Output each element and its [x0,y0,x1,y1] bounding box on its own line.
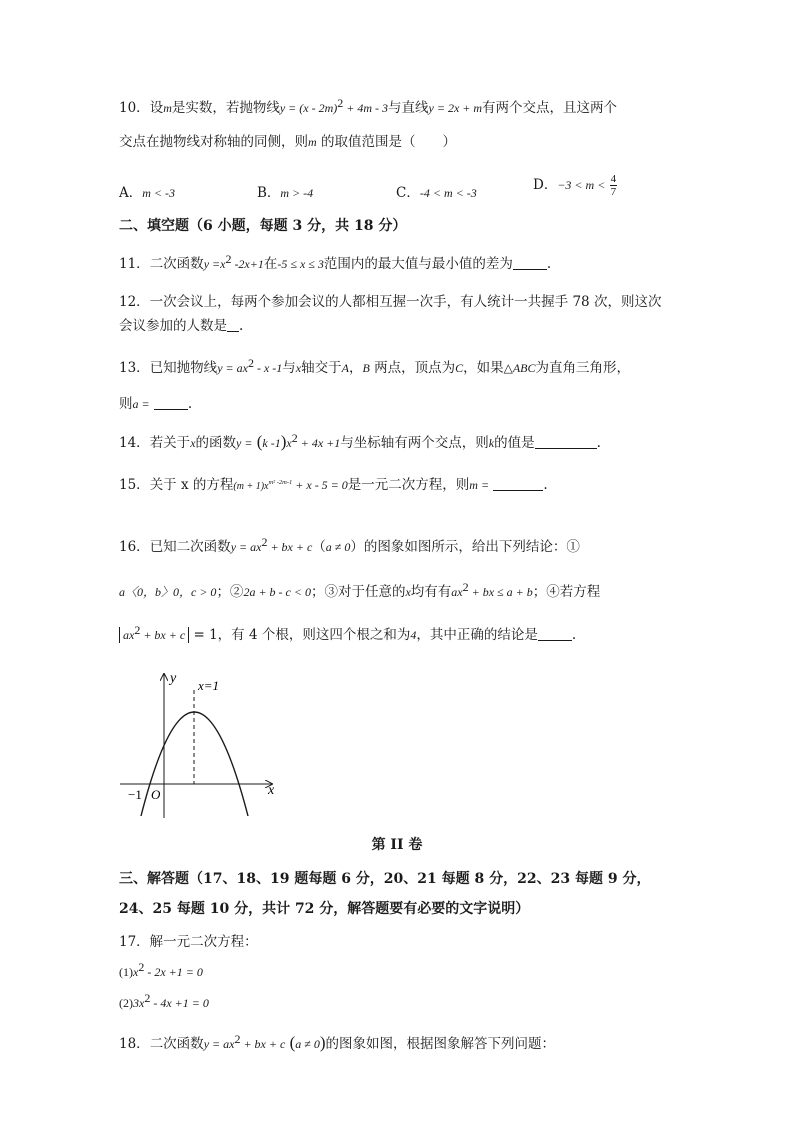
question-13-line-1: 13．已知抛物线$y = ax^2 - x$ -1与x轴交于A，B 两点，顶点为C，如果△ABC为直角三角形， [119,356,630,376]
answer-blank [227,317,239,332]
option-b: B．m > -4 [257,185,314,201]
question-10-line-2: 交点在抛物线对称轴的同侧，则m 的取值范围是（ ） [119,134,456,150]
question-17-eq-1: $(1)x^2 - 2x +1 = 0$ [119,960,203,979]
y-axis-label: y [170,671,177,686]
question-10-line-1: 10．设m是实数，若抛物线y = (x - 2m)$^2$ + 4m - 3与直线y = 2x + m有两个交点，且这两个 [119,96,618,116]
answer-blank [513,255,547,270]
option-a: A．m < -3 [119,185,176,201]
question-17-title: 17．解一元二次方程： [119,934,258,950]
question-17-eq-2: $(2)3x^2 - 4x +1 = 0$ [119,991,209,1010]
section-answer-title-line-2: 24、25 每题 10 分，共计 72 分，解答题要有必要的文字说明） [119,901,530,917]
option-d: D．−3 < m < $\frac{4}{7}$ [533,173,617,198]
parabola-graph [112,668,282,823]
question-18: 18．二次函数$y = ax^2$ + bx + c (a ≠ 0)的图象如图，根据图象解答下列问题： [119,1032,556,1052]
answer-blank [154,395,188,410]
section-fill-in-title: 二、填空题（6 小题，每题 3 分，共 18 分） [119,218,407,234]
x-axis-label: x [268,783,275,798]
origin-label: O [151,787,161,802]
question-15: 15．关于 x 的方程$(m + 1)x^{m^2 -2m-1} + x - 5 = 0$是一元二次方程，则m = . [119,477,548,493]
answer-blank [535,434,597,449]
option-c: C．-4 < m < -3 [396,185,477,201]
answer-blank [493,476,543,491]
section-answer-title-line-1: 三、解答题（17、18、19 题每题 6 分，20、21 每题 8 分，22、23 每题 9 分， [119,871,651,887]
question-14: 14．若关于x的函数y = (k $-1)x^2 + 4x +1$与坐标轴有两个交点，则k的值是 . [119,431,601,451]
answer-blank [538,626,572,641]
question-13-line-2: 则a = . [119,396,193,412]
question-11: 11．二次函数$y =x^2$ -2x+1在-5 ≤ x ≤ 3范围内的最大值与最小值的差为 . [119,252,552,272]
part-2-title: 第 II 卷 [371,837,423,853]
symmetry-axis-label: x=1 [198,678,220,693]
fraction-four-sevenths: $\frac{4}{7}$ [610,173,617,198]
question-12-line-2: 会议参加的人数是 . [119,318,244,334]
question-16-line-2: a〈0，b〉0，c > 0；②2a + b - c < 0；③对于任意的x均有有$ax^2$ + bx ≤ a + b；④若方程 [119,580,601,600]
absolute-value: $ax^2$ + bx + c [119,627,189,643]
question-16-line-3: $ax^2$ + bx + c = 1，有 4 个根，则这四个根之和为4，其中正确的结论是 . [119,625,576,645]
question-16-line-1: 16．已知二次函数$y = ax^2$ + bx + c（a ≠ 0）的图象如图所示，给出下列结论：① [119,535,580,555]
neg-one-label: −1 [128,787,142,802]
question-12-line-1: 12．一次会议上，每两个参加会议的人都相互握一次手，有人统计一共握手 78 次，则这次 [119,294,662,310]
